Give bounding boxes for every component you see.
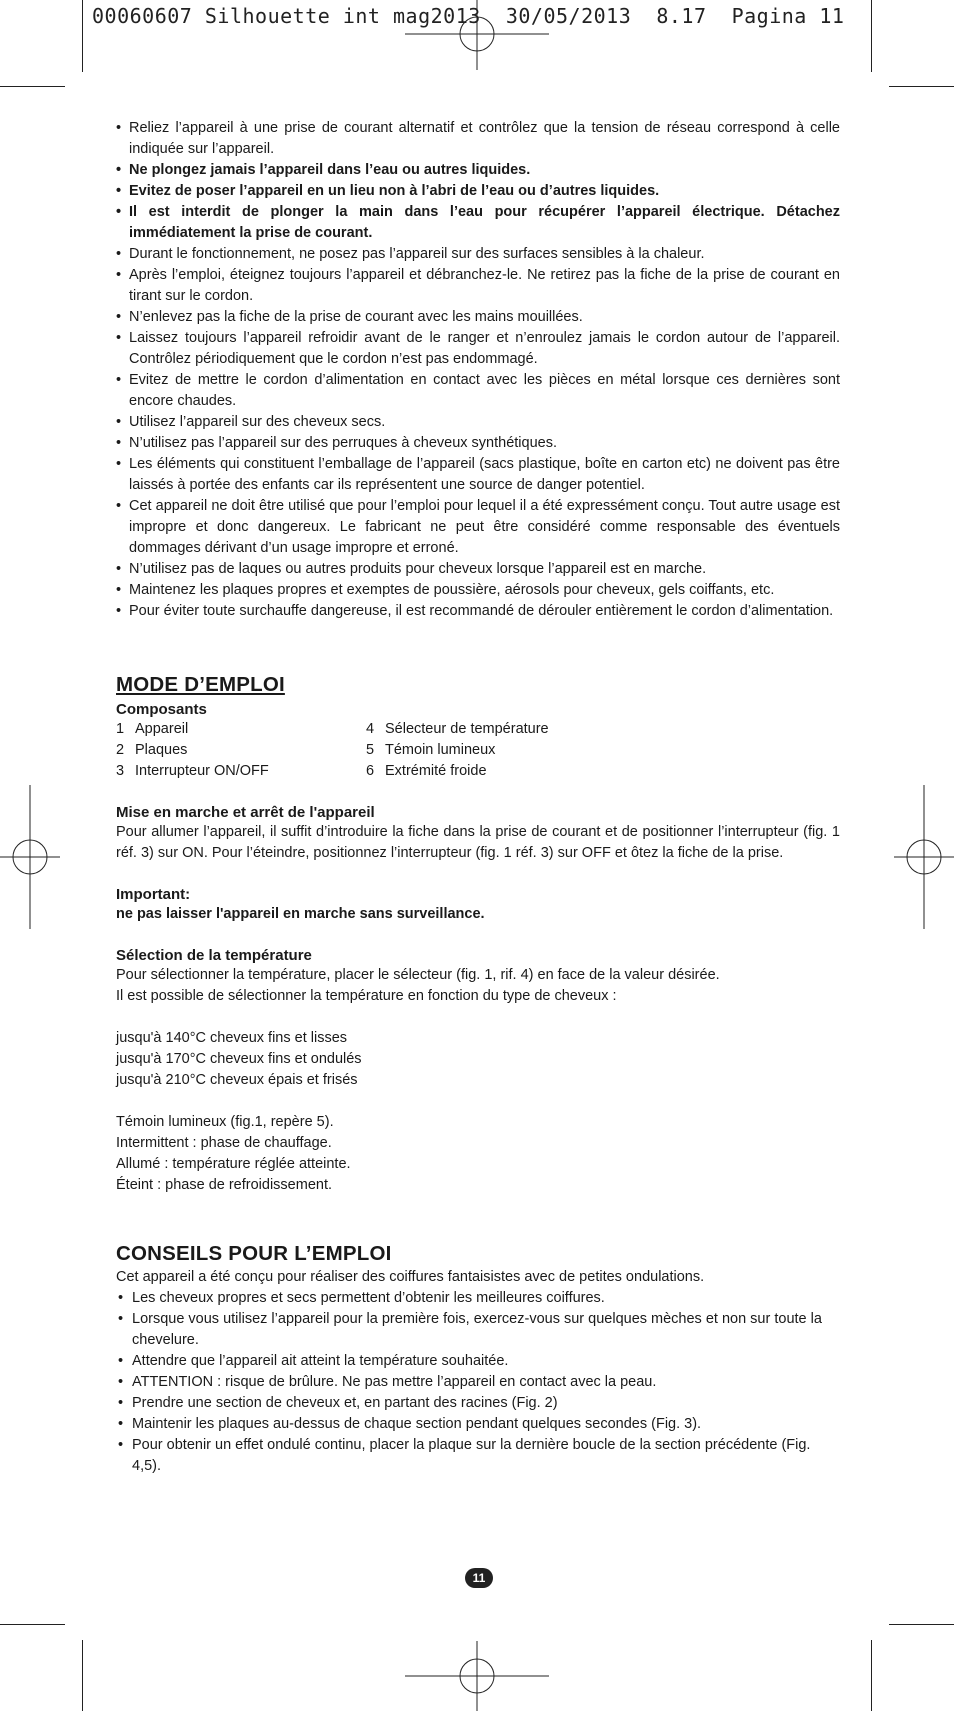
component-item: 5 Témoin lumineux [366,742,496,758]
list-item: • N’enlevez pas la fiche de la prise de courant avec les mains mouillées. [116,307,840,328]
print-slug: 00060607 Silhouette int mag2013 30/05/2013 8.17 Pagina 11 [92,4,845,28]
important-text: ne pas laisser l'appareil en marche sans surveillance. [116,906,485,922]
crop-mark [82,1640,83,1711]
temperature-setting: jusqu'à 210°C cheveux épais et frisés [116,1072,358,1088]
list-item: • Pour éviter toute surchauffe dangereuse, il est recommandé de dérouler entièrement le cordon d’alimentation. [116,601,840,622]
component-item: 4 Sélecteur de température [366,721,549,737]
list-item: • Pour obtenir un effet ondulé continu, placer la plaque sur la dernière boucle de la section précédente (Fig. 4,5). [116,1435,840,1477]
indicator-line: Allumé : température réglée atteinte. [116,1156,351,1172]
component-item: 6 Extrémité froide [366,763,487,779]
components-heading: Composants [116,701,207,718]
component-item: 1 Appareil [116,721,189,737]
list-item: • Il est interdit de plonger la main dans l’eau pour récupérer l’appareil électrique. Détachez immédiatement la prise de courant. [116,202,840,244]
onoff-heading: Mise en marche et arrêt de l'appareil [116,804,375,821]
crop-mark [82,0,83,72]
list-item: • ATTENTION : risque de brûlure. Ne pas mettre l’appareil en contact avec la peau. [116,1372,840,1393]
page-number: 11 [465,1568,493,1588]
list-item: • Après l’emploi, éteignez toujours l’appareil et débranchez-le. Ne retirez pas la fiche de la prise de courant en tirant sur le cordon. [116,265,840,307]
crop-mark [889,1624,954,1625]
safety-warnings-list [116,118,840,622]
temperature-heading: Sélection de la température [116,947,312,964]
temperature-setting: jusqu'à 170°C cheveux fins et ondulés [116,1051,362,1067]
list-item: • Ne plongez jamais l’appareil dans l’eau ou autres liquides. [116,160,840,181]
page-content [116,118,840,1477]
list-item: • Laissez toujours l’appareil refroidir avant de le ranger et n’enroulez jamais le cordon autour de l’appareil. Contrôlez périodiquement que le cordon n’est pas endommagé. [116,328,840,370]
crop-mark [871,1640,872,1711]
crop-mark [871,0,872,72]
registration-mark-left [0,785,60,929]
components-list [116,719,840,782]
registration-mark-bottom [405,1641,549,1711]
list-item: • Les cheveux propres et secs permettent d’obtenir les meilleures coiffures. [116,1288,840,1309]
registration-mark-right [894,785,954,929]
temperature-setting: jusqu'à 140°C cheveux fins et lisses [116,1030,348,1046]
section-title-mode-emploi: MODE D’EMPLOI [116,673,285,696]
component-item: 2 Plaques [116,742,188,758]
list-item: • Attendre que l’appareil ait atteint la température souhaitée. [116,1351,840,1372]
list-item: • Prendre une section de cheveux et, en partant des racines (Fig. 2) [116,1393,840,1414]
list-item: • Lorsque vous utilisez l’appareil pour la première fois, exercez-vous sur quelques mèches et non sur toute la chevelure. [116,1309,840,1351]
list-item: • Cet appareil ne doit être utilisé que pour l’emploi pour lequel il a été expressément conçu. Tout autre usage est impropre et donc dangereux. Le fabricant ne peut être considéré comme responsable des éventuels dommages dérivant d’un usage impropre et erroné. [116,496,840,559]
registration-mark-top [405,0,549,70]
list-item: • N’utilisez pas l’appareil sur des perruques à cheveux synthétiques. [116,433,840,454]
list-item: • N’utilisez pas de laques ou autres produits pour cheveux lorsque l’appareil est en marche. [116,559,840,580]
crop-mark [889,86,954,87]
list-item: • Evitez de mettre le cordon d’alimentation en contact avec les pièces en métal lorsque ces dernières sont encore chaudes. [116,370,840,412]
temperature-text: Il est possible de sélectionner la température en fonction du type de cheveux : [116,988,617,1004]
list-item: • Utilisez l’appareil sur des cheveux secs. [116,412,840,433]
list-item: • Durant le fonctionnement, ne posez pas l’appareil sur des surfaces sensibles à la chaleur. [116,244,840,265]
list-item: • Evitez de poser l’appareil en un lieu non à l’abri de l’eau ou d’autres liquides. [116,181,840,202]
component-item: 3 Interrupteur ON/OFF [116,763,269,779]
section-title-conseils: CONSEILS POUR L’EMPLOI [116,1242,392,1265]
onoff-text: Pour allumer l’appareil, il suffit d’introduire la fiche dans la prise de courant et de positionner l’interrupteur (fig. 1 réf. 3) sur ON. Pour l’éteindre, positionnez l’interrupteur (fig. 1 réf. 3) sur OFF et ôtez la fiche de la prise. [116,824,840,861]
crop-mark [0,1624,65,1625]
list-item: • Maintenez les plaques propres et exemptes de poussière, aérosols pour cheveux, gels coiffants, etc. [116,580,840,601]
list-item: • Reliez l’appareil à une prise de courant alternatif et contrôlez que la tension de réseau correspond à celle indiquée sur l’appareil. [116,118,840,160]
list-item: • Les éléments qui constituent l’emballage de l’appareil (sacs plastique, boîte en carton etc) ne doivent pas être laissés à portée des enfants car ils représentent une source de danger potentiel. [116,454,840,496]
conseils-list [116,1288,840,1477]
important-heading: Important: [116,886,191,903]
crop-mark [0,86,65,87]
temperature-text: Pour sélectionner la température, placer le sélecteur (fig. 1, rif. 4) en face de la valeur désirée. [116,967,720,983]
indicator-line: Intermittent : phase de chauffage. [116,1135,332,1151]
indicator-line: Témoin lumineux (fig.1, repère 5). [116,1114,334,1130]
indicator-line: Éteint : phase de refroidissement. [116,1177,333,1193]
list-item: • Maintenir les plaques au-dessus de chaque section pendant quelques secondes (Fig. 3). [116,1414,840,1435]
conseils-intro: Cet appareil a été conçu pour réaliser des coiffures fantaisistes avec de petites ondulations. [116,1269,705,1285]
